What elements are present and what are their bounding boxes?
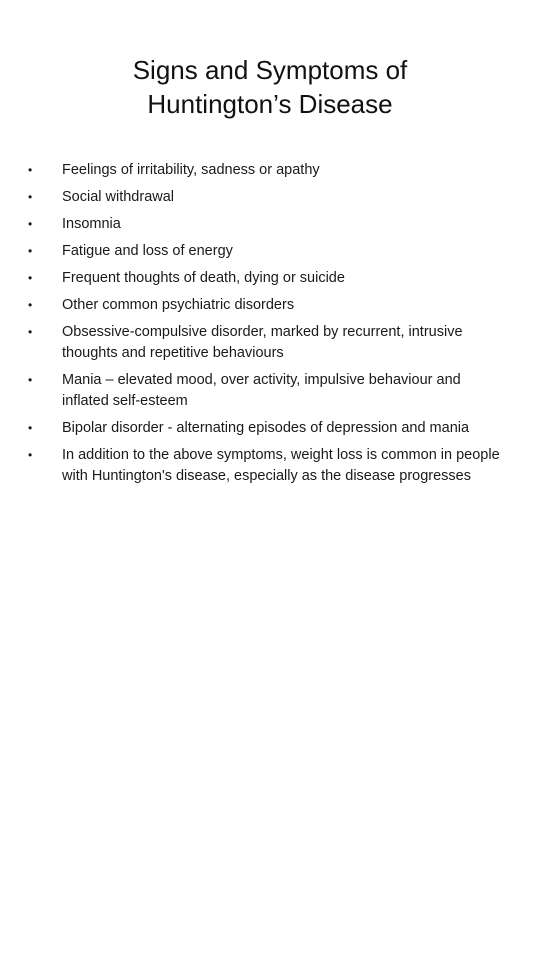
bullet-icon: • [28,325,33,339]
bullet-icon: • [28,244,33,258]
list-item-text: Obsessive-compulsive disorder, marked by recurrent, intrusive thoughts and repetitive behaviours [62,324,463,361]
bullet-icon: • [28,373,33,387]
bullet-icon: • [28,163,33,177]
list-item-text: Fatigue and loss of energy [62,243,233,259]
list-item-text: Mania – elevated mood, over activity, impulsive behaviour and inflated self-esteem [62,372,461,409]
list-item [28,187,508,208]
list-item-text: Bipolar disorder - alternating episodes of depression and mania [62,420,470,436]
list-item-text: Insomnia [62,216,121,232]
title-line-2: Huntington’s Disease [147,89,393,119]
bullet-icon: • [28,421,33,435]
bullet-icon: • [28,298,33,312]
list-item [28,214,508,235]
list-item-text: Social withdrawal [62,189,175,205]
list-item [28,370,508,412]
bullet-icon: • [28,271,33,285]
bullet-icon: • [28,190,33,204]
list-item [28,445,508,487]
title-line-1: Signs and Symptoms of [132,55,408,85]
list-item [28,268,508,289]
list-item [28,241,508,262]
bullet-icon: • [28,448,33,462]
list-item [28,295,508,316]
list-item [28,160,508,181]
slide-title [40,53,500,121]
bullet-icon: • [28,217,33,231]
list-item-text: Frequent thoughts of death, dying or suicide [62,270,345,286]
list-item [28,418,508,439]
list-item-text: Other common psychiatric disorders [62,297,295,313]
list-item-text: In addition to the above symptoms, weight loss is common in people with Huntington's disease, especially as the disease progresses [62,447,500,484]
list-item [28,322,508,364]
list-item-text: Feelings of irritability, sadness or apathy [62,162,320,178]
symptom-list [28,160,508,493]
